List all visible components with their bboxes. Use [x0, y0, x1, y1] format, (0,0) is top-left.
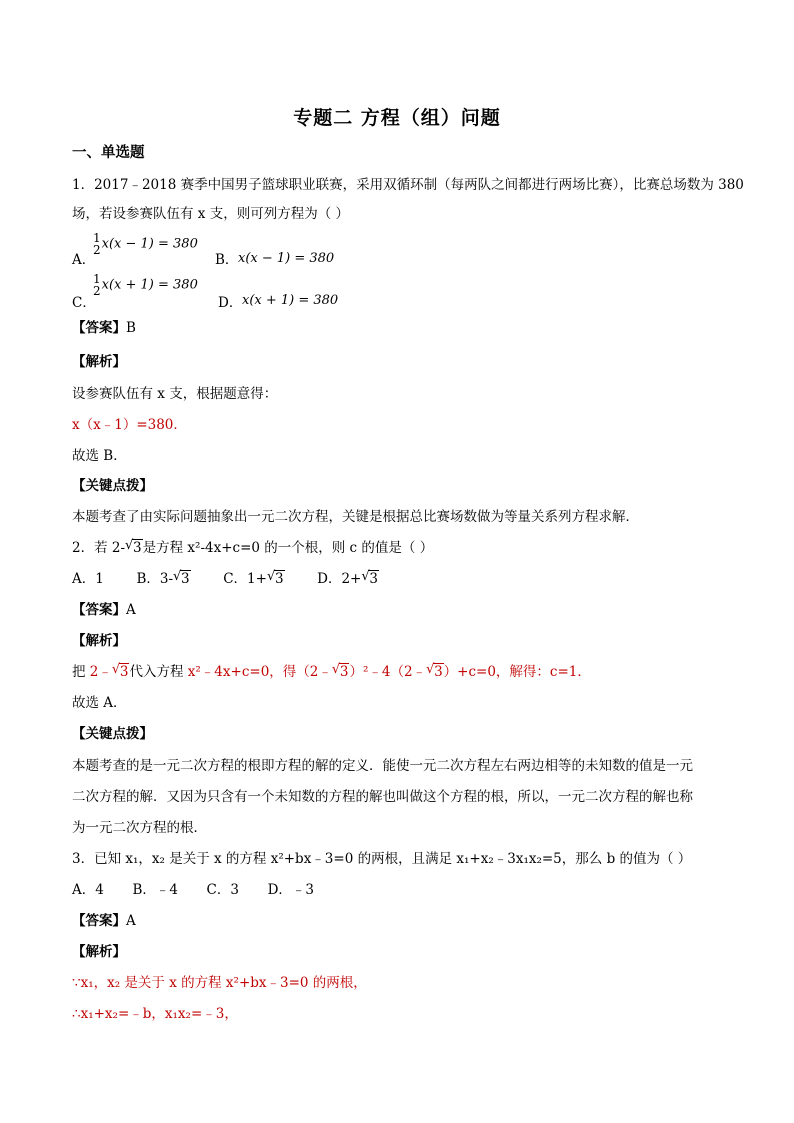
sqrt-symbol: √ 3: [125, 538, 143, 558]
q2-analysis-line2: 故选 A．: [72, 695, 127, 711]
q2-options: [72, 569, 379, 589]
q3-option-b: B．﹣4: [132, 882, 178, 898]
q1-analysis-label: 【解析】: [72, 354, 126, 370]
q3-analysis-label: 【解析】: [72, 944, 126, 960]
q1-text-line1: 1．2017﹣2018 赛季中国男子篮球职业联赛，采用双循环制（每两队之间都进行两场比赛），比赛总场数为 380: [72, 177, 744, 193]
q3-option-a: A．4: [72, 882, 104, 898]
q1-option-b: B．: [215, 252, 239, 268]
q2-key-line1: 本题考查的是一元二次方程的根即方程的解的定义．能使一元二次方程左右两边相等的未知数的值是一元: [72, 758, 693, 774]
q3-analysis-line2: ∴x₁+x₂=﹣b，x₁x₂=﹣3，: [72, 1006, 238, 1022]
q1-key-label: 【关键点拨】: [72, 478, 153, 494]
q1-analysis-line2: x（x﹣1）=380．: [72, 417, 187, 433]
q1-option-c: C．: [72, 295, 96, 311]
q1-option-c-fraction: 1 2: [93, 272, 101, 298]
q2-key-line2: 二次方程的解．又因为只含有一个未知数的方程的解也叫做这个方程的根，所以，一元二次方程的解也称: [72, 789, 693, 805]
q1-option-a-label: A．: [72, 252, 96, 268]
q3-text-line1: 3．已知 x₁，x₂ 是关于 x 的方程 x²+bx﹣3=0 的两根，且满足 x₁+x₂﹣3x₁x₂=5，那么 b 的值为（ ）: [72, 851, 692, 867]
q3-option-c: C．3: [206, 882, 239, 898]
q1-option-c-expr: 1 2 x(x + 1) = 380: [93, 272, 198, 298]
q2-option-a: A．1: [72, 571, 104, 587]
q1-answer: 【答案】B: [72, 320, 136, 336]
q2-key-line3: 为一元二次方程的根．: [72, 820, 207, 836]
q1-analysis-line3: 故选 B．: [72, 448, 127, 464]
q1-key-line1: 本题考查了由实际问题抽象出一元二次方程，关键是根据总比赛场数做为等量关系列方程求解．: [72, 509, 639, 525]
q1-option-d: D．: [218, 295, 243, 311]
q2-option-d: D．2+√ 3: [317, 571, 379, 587]
q3-options: [72, 880, 314, 900]
q1-text-line2: 场，若设参赛队伍有 x 支，则可列方程为（ ）: [72, 206, 349, 222]
q2-option-c: C．1+√ 3: [223, 571, 284, 587]
q2-analysis-line1: 把 2﹣√ 3代入方程 x²﹣4x+c=0，得（2﹣√ 3）²﹣4（2﹣√ 3）+c=0，解得：c=1．: [72, 662, 591, 682]
q1-option-a-expr: 1 2 x(x − 1) = 380: [93, 231, 198, 257]
q2-text-line1: 2．若 2-√ 3是方程 x²-4x+c=0 的一个根，则 c 的值是（ ）: [72, 538, 433, 558]
q2-answer: 【答案】A: [72, 602, 136, 618]
q3-answer: 【答案】A: [72, 913, 136, 929]
q1-option-a-fraction: 1 2: [93, 231, 101, 257]
q1-option-d-expr: x(x + 1) = 380: [242, 293, 339, 308]
page-title: 专题二 方程（组）问题: [293, 107, 501, 129]
section-heading: 一、单选题: [72, 144, 145, 161]
q2-analysis-label: 【解析】: [72, 633, 126, 649]
q1-option-a: [72, 250, 95, 270]
q1-option-b-expr: x(x − 1) = 380: [238, 251, 335, 266]
q3-option-d: D．﹣3: [267, 882, 314, 898]
q1-analysis-line1: 设参赛队伍有 x 支，根据题意得：: [72, 386, 278, 402]
q3-analysis-line1: ∵x₁，x₂ 是关于 x 的方程 x²+bx﹣3=0 的两根，: [72, 975, 367, 991]
q2-key-label: 【关键点拨】: [72, 726, 153, 742]
q2-option-b: B．3-√ 3: [136, 571, 190, 587]
